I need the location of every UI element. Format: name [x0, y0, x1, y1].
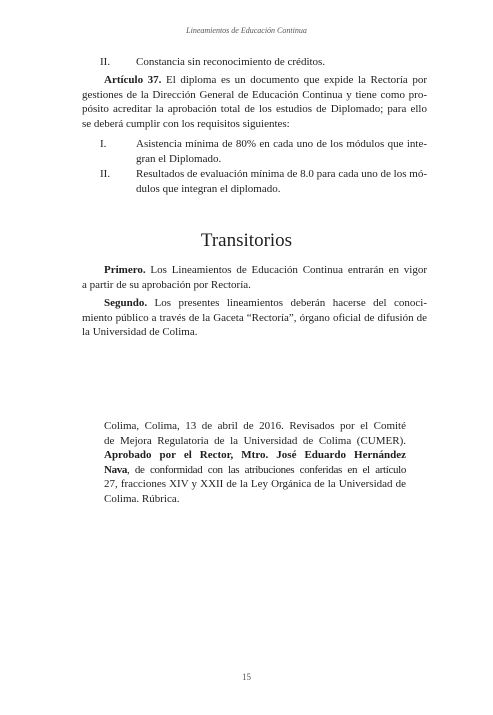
- running-header: Lineamientos de Educación Continua: [186, 26, 307, 35]
- paragraph-line: la Universidad de Colima.: [82, 326, 198, 339]
- list-item-line: Resultados de evaluación mínima de 8.0 para cada uno de los mó-: [136, 168, 427, 180]
- paragraph-line: Segundo. Los presentes lineamientos deberán hacerse del conoci-: [104, 297, 427, 309]
- section-heading: Transitorios: [200, 230, 293, 251]
- closing-line-approval: Aprobado por el Rector, Mtro. José Eduardo Hernández: [104, 449, 406, 462]
- list-item-number: I.: [100, 138, 107, 150]
- rector-surname: Nava: [104, 463, 128, 476]
- paragraph-line: pósito acreditar la aprobación total de los estudios de Diplomado; para ello: [82, 103, 427, 116]
- paragraph-line: Artículo 37. El diploma es un documento que expide la Rectoría por: [104, 74, 427, 86]
- list-item-line: Asistencia mínima de 80% en cada uno de los módulos que inte-: [136, 138, 427, 150]
- page-number: 15: [242, 672, 251, 682]
- closing-statement: [104, 419, 406, 507]
- primero-paragraph: [82, 263, 427, 292]
- closing-line: Colima, Colima, 13 de abril de 2016. Revisados por el Comité: [104, 420, 406, 432]
- transitorio-label: Segundo.: [104, 297, 148, 309]
- list-item-number: II.: [100, 168, 111, 180]
- requisito-item-2: [100, 167, 427, 196]
- closing-line: Nava, de conformidad con las atribuciones conferidas en el artículo: [104, 463, 406, 476]
- closing-line: de Mejora Regulatoria de la Universidad de Colima (CUMER).: [104, 434, 406, 447]
- list-item-line: gran el Diplomado.: [136, 152, 222, 165]
- paragraph-line: miento público a través de la Gaceta “Rectoría”, órgano oficial de difusión de: [82, 311, 427, 324]
- list-item-text: Constancia sin reconocimiento de créditos.: [136, 56, 326, 68]
- segundo-paragraph: [82, 296, 427, 340]
- article-label: Artículo 37.: [104, 74, 162, 86]
- paragraph-line: Primero. Los Lineamientos de Educación Continua entrarán en vigor: [104, 264, 427, 276]
- closing-line: 27, fracciones XIV y XXII de la Ley Orgánica de la Universidad de: [104, 478, 406, 491]
- closing-line: Colima. Rúbrica.: [104, 492, 180, 505]
- paragraph-line: gestiones de la Dirección General de Educación Continua y tiene como pro-: [82, 88, 427, 101]
- paragraph-line: a partir de su aprobación por Rectoría.: [82, 278, 251, 291]
- transitorio-label: Primero.: [104, 264, 146, 276]
- articulo-37-paragraph: [82, 73, 427, 131]
- paragraph-line: se deberá cumplir con los requisitos siguientes:: [82, 117, 290, 130]
- requisito-item-1: [100, 137, 427, 166]
- list-item-line: dulos que integran el diplomado.: [136, 182, 281, 195]
- list-item-number: II.: [100, 56, 111, 68]
